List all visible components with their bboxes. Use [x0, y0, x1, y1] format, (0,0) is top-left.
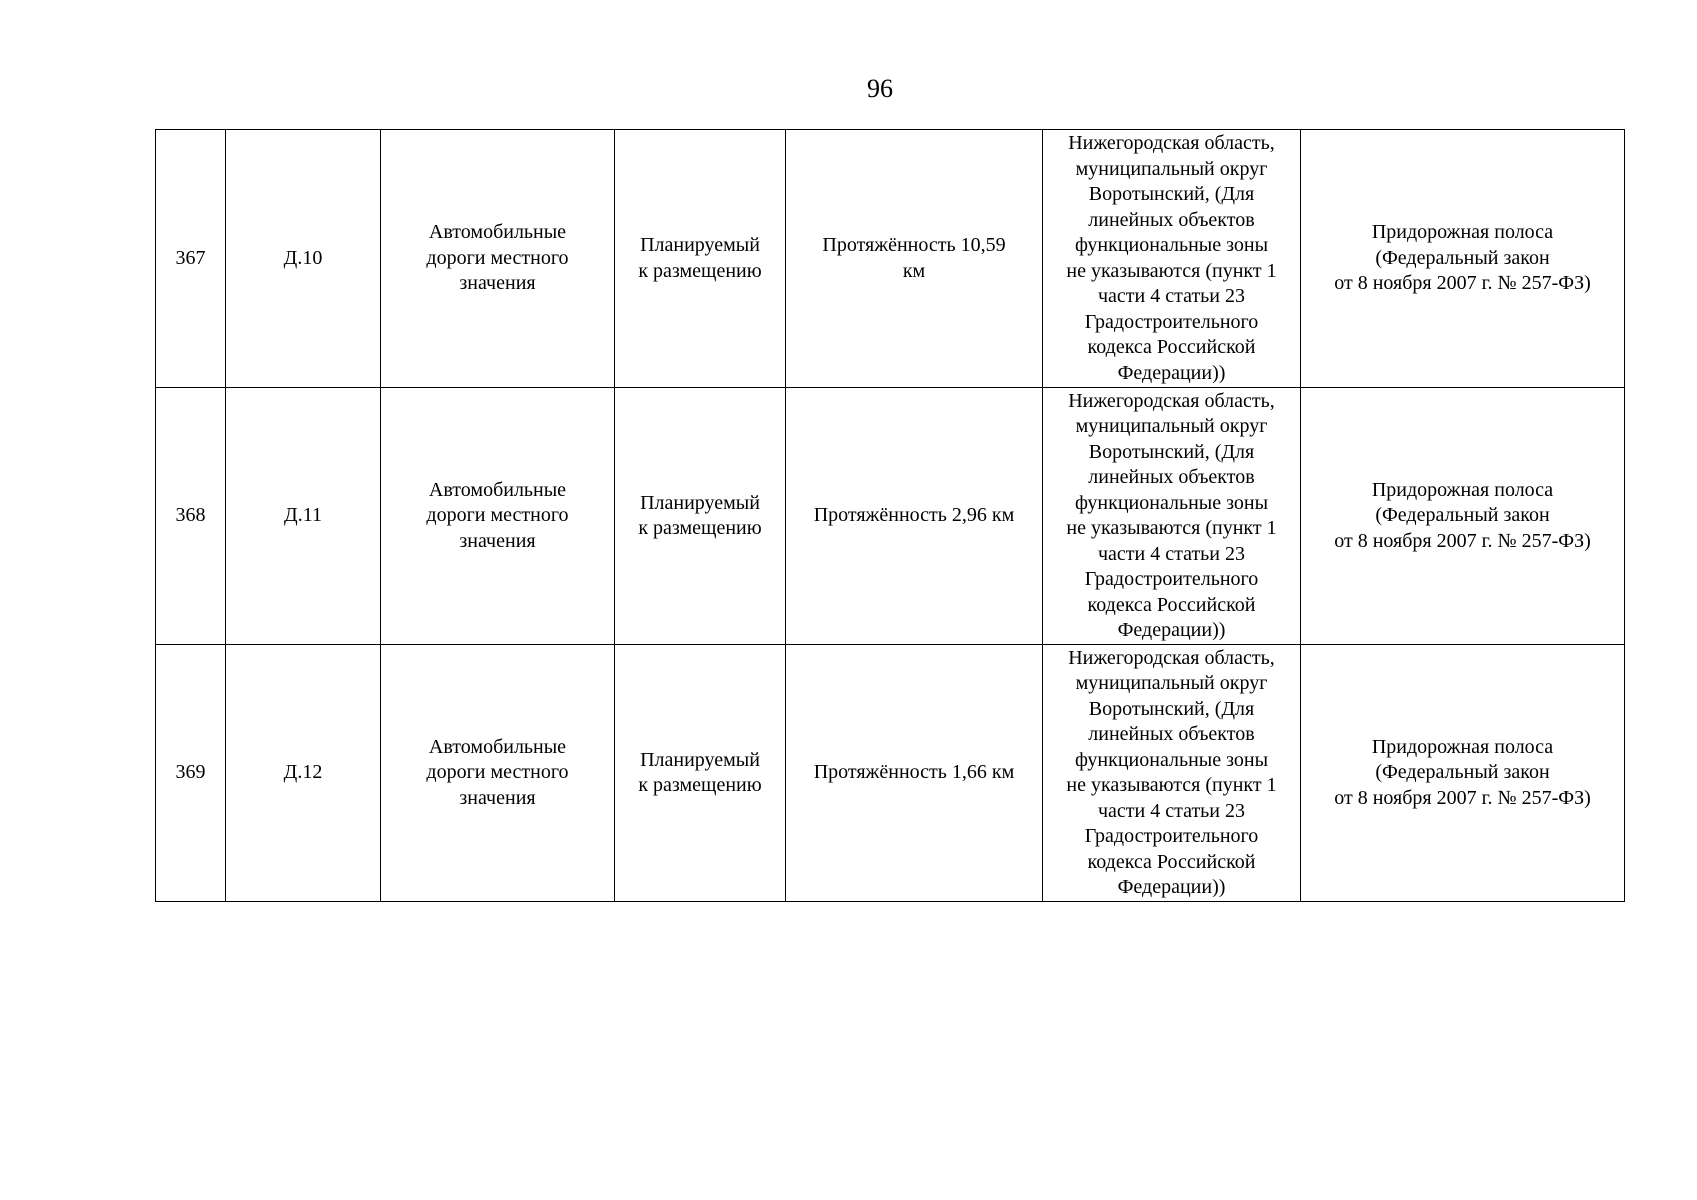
object-type-cell: Автомобильные дороги местного значения [381, 388, 615, 645]
object-location-cell: Нижегородская область, муниципальный округ Воротынский, (Для линейных объектов функциональные зоны не указываются (пункт 1 части 4 статьи 23 Градостроительного кодекса Российской Федерации)) [1043, 645, 1301, 902]
object-code-cell: Д.12 [226, 645, 381, 902]
object-code-cell: Д.10 [226, 130, 381, 388]
object-zone-cell: Придорожная полоса (Федеральный закон от 8 ноября 2007 г. № 257-ФЗ) [1301, 388, 1625, 645]
row-number-cell: 367 [156, 130, 226, 388]
object-characteristic-cell: Протяжённость 10,59 км [786, 130, 1043, 388]
object-status-cell: Планируемый к размещению [615, 645, 786, 902]
table-row [156, 645, 1625, 902]
object-zone-cell: Придорожная полоса (Федеральный закон от 8 ноября 2007 г. № 257-ФЗ) [1301, 130, 1625, 388]
table-row [156, 388, 1625, 645]
object-characteristic-cell: Протяжённость 2,96 км [786, 388, 1043, 645]
object-characteristic-cell: Протяжённость 1,66 км [786, 645, 1043, 902]
object-zone-cell: Придорожная полоса (Федеральный закон от 8 ноября 2007 г. № 257-ФЗ) [1301, 645, 1625, 902]
object-type-cell: Автомобильные дороги местного значения [381, 645, 615, 902]
object-code-cell: Д.11 [226, 388, 381, 645]
object-status-cell: Планируемый к размещению [615, 388, 786, 645]
objects-table [155, 129, 1625, 902]
page-number: 96 [867, 74, 893, 103]
object-type-cell: Автомобильные дороги местного значения [381, 130, 615, 388]
object-status-cell: Планируемый к размещению [615, 130, 786, 388]
row-number-cell: 368 [156, 388, 226, 645]
object-location-cell: Нижегородская область, муниципальный округ Воротынский, (Для линейных объектов функциональные зоны не указываются (пункт 1 части 4 статьи 23 Градостроительного кодекса Российской Федерации)) [1043, 388, 1301, 645]
table-row [156, 130, 1625, 388]
object-location-cell: Нижегородская область, муниципальный округ Воротынский, (Для линейных объектов функциональные зоны не указываются (пункт 1 части 4 статьи 23 Градостроительного кодекса Российской Федерации)) [1043, 130, 1301, 388]
row-number-cell: 369 [156, 645, 226, 902]
